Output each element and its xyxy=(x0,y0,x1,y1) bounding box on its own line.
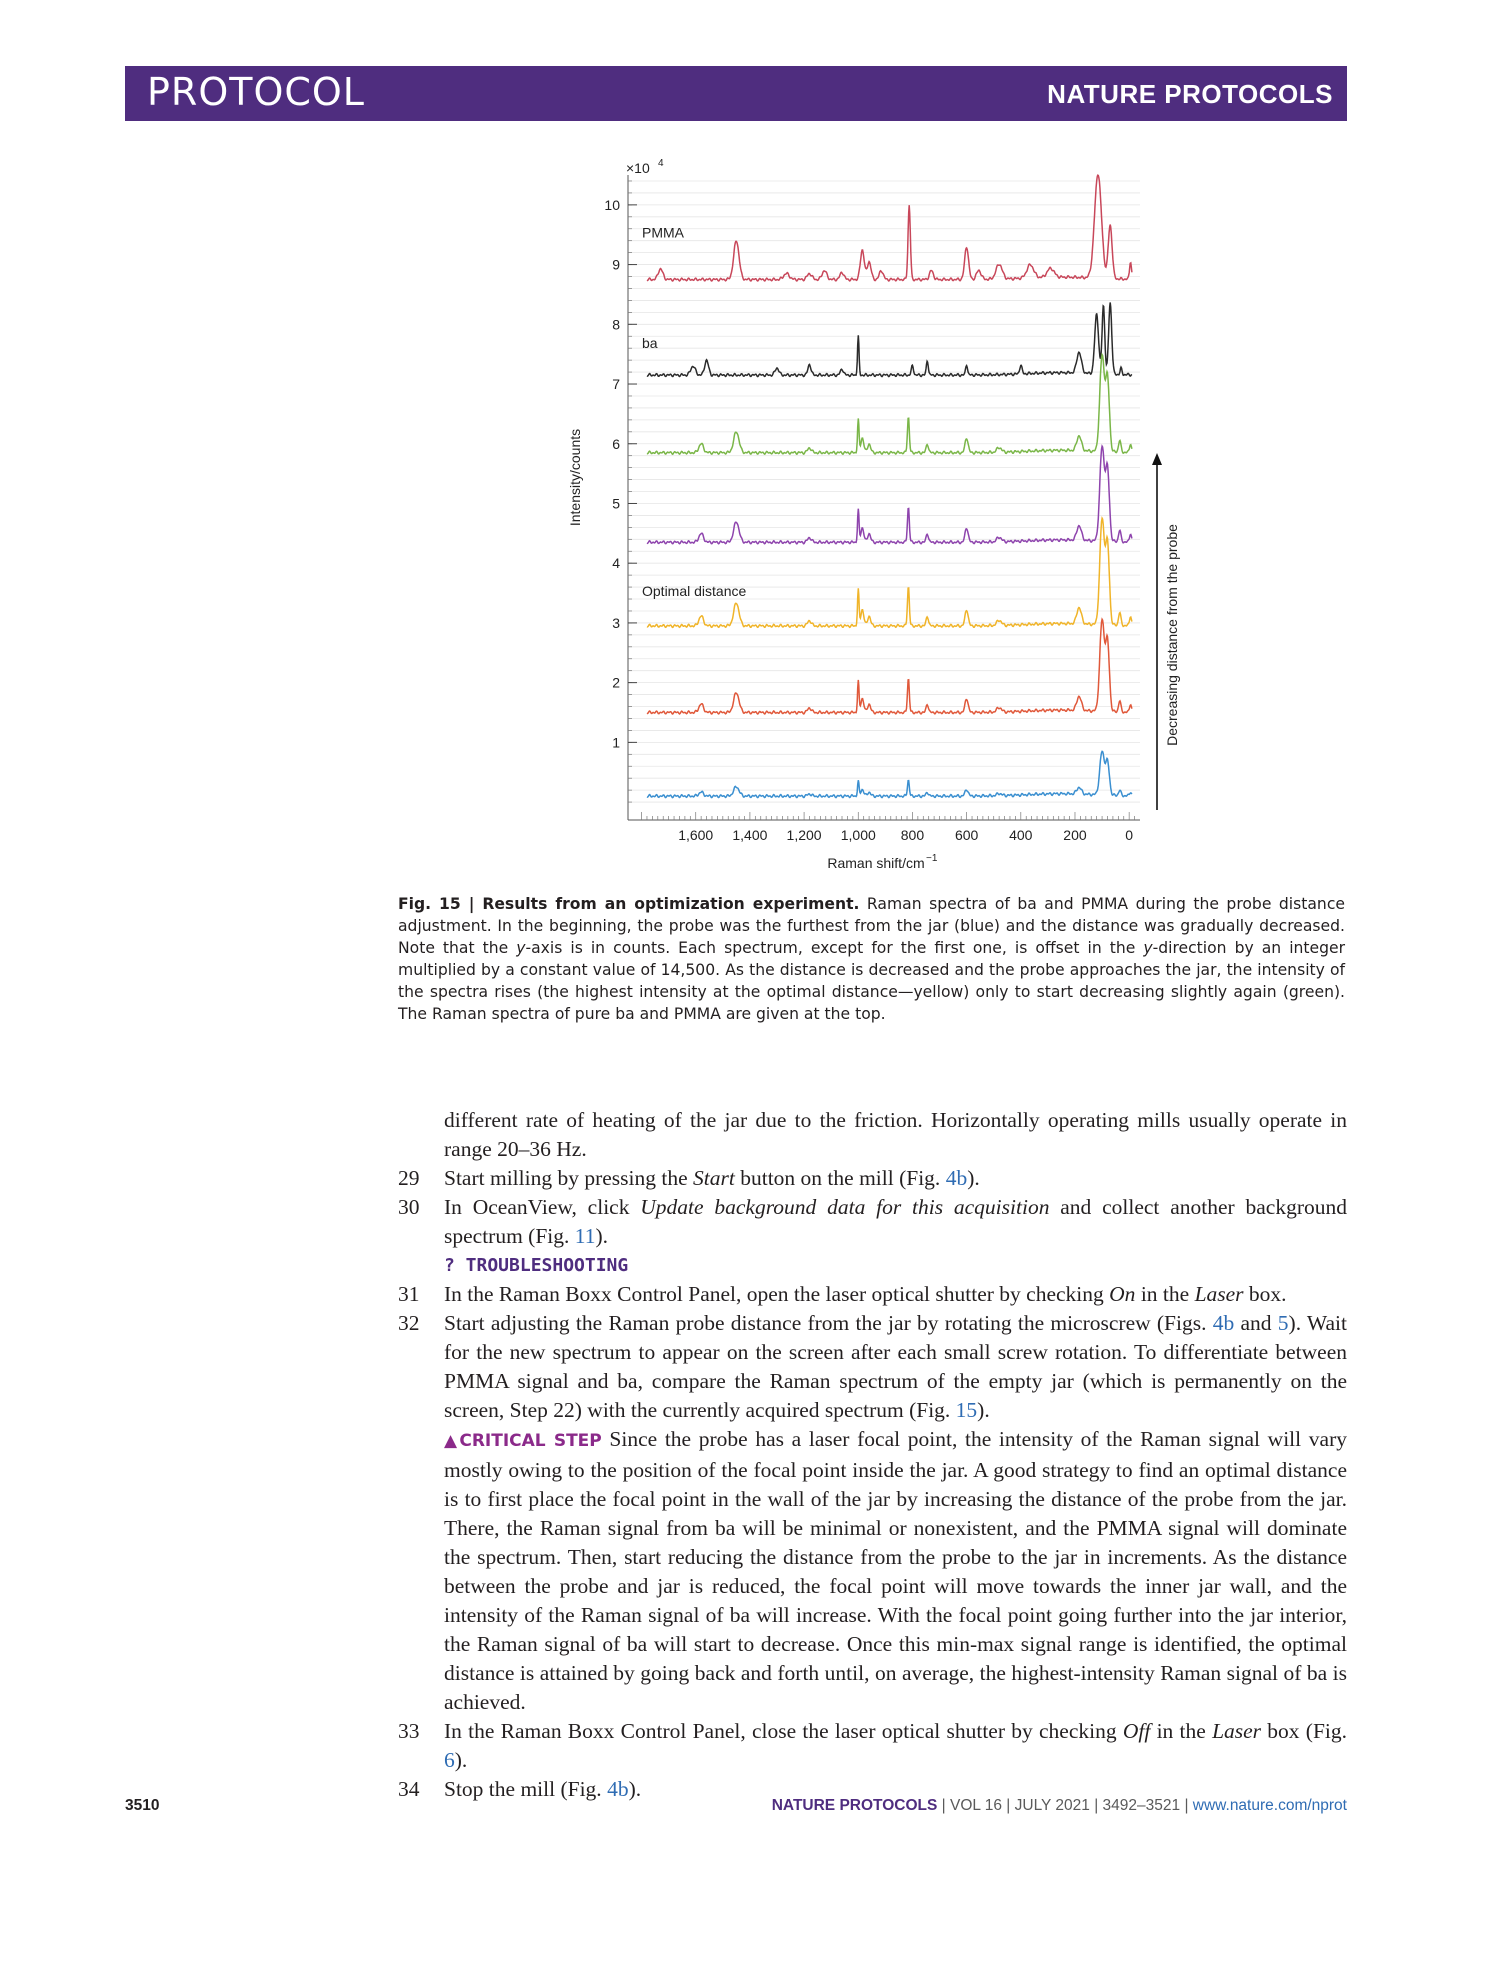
x-tick-label: 1,400 xyxy=(732,827,768,843)
figure-caption: Fig. 15 | Results from an optimization experiment. Raman spectra of ba and PMMA during the probe distance adjustment. In the beginning, the probe was the furthest from the jar (blue) and the distance was gradually decreased. Note that the y-axis is in counts. Each spectrum, except for the first one, is offset in the y-direction by an integer multiplied by a constant value of 14,500. As the distance is decreased and the probe approaches the jar, the intensity of the spectra rises (the highest intensity at the optimal distance—yellow) only to start decreasing slightly again (green). The Raman spectra of pure ba and PMMA are given at the top. xyxy=(398,895,1346,1023)
step-29: 29 Start milling by pressing the Start button on the mill (Fig. 4b). xyxy=(398,1166,980,1190)
figure-link[interactable]: 15 xyxy=(955,1398,978,1422)
series-annotation: Optimal distance xyxy=(642,583,747,600)
x-tick-label: 200 xyxy=(1063,827,1087,843)
figure-link[interactable]: 4b xyxy=(1212,1311,1235,1335)
continuation-paragraph: different rate of heating of the jar due to the friction. Horizontally operating mills usually operate in range 20–36 Hz. xyxy=(444,1108,1347,1161)
y-tick-label: 6 xyxy=(612,435,620,452)
step-31: 31 In the Raman Boxx Control Panel, open the laser optical shutter by checking On in the Laser box. xyxy=(398,1282,1287,1306)
figure-link[interactable]: 11 xyxy=(574,1224,596,1248)
spectrum-purple xyxy=(647,446,1132,544)
x-tick-label: 800 xyxy=(900,827,925,843)
y-tick-label: 5 xyxy=(612,495,620,512)
x-tick-label: 600 xyxy=(954,827,979,843)
step-33: 33 In the Raman Boxx Control Panel, close the laser optical shutter by checking Off in the Laser box (Fig. 6). xyxy=(398,1719,1348,1772)
spectrum-ba xyxy=(647,302,1132,376)
y-tick-label: 7 xyxy=(612,376,620,393)
distance-arrow-head xyxy=(1152,453,1162,465)
series-annotation: ba xyxy=(642,335,658,352)
step-34: 34 Stop the mill (Fig. 4b). xyxy=(398,1777,642,1801)
caption-label: Fig. 15 | Results from an optimization experiment. xyxy=(398,895,860,913)
x-tick-label: 400 xyxy=(1009,827,1033,843)
spectrum-green xyxy=(647,355,1132,455)
body-text xyxy=(398,1106,1347,1804)
right-axis-label: Decreasing distance from the probe xyxy=(1164,524,1180,746)
y-tick-label: 2 xyxy=(612,674,620,691)
figure-link[interactable]: 4b xyxy=(607,1777,629,1801)
section-title: PROTOCOL xyxy=(147,70,365,114)
y-axis-label: Intensity/counts xyxy=(567,428,583,527)
y-tick-label: 8 xyxy=(612,316,620,333)
critical-step-label: ▲CRITICAL STEP xyxy=(444,1431,602,1451)
x-tick-label: 1,200 xyxy=(786,827,822,843)
step-30: 30 In OceanView, click Update background data for this acquisition and collect another background spectrum (Fig. 11). xyxy=(398,1195,1347,1248)
y-tick-label: 3 xyxy=(612,614,620,631)
page-number: 3510 xyxy=(125,1797,160,1814)
troubleshooting-label[interactable]: ? TROUBLESHOOTING xyxy=(444,1255,629,1276)
raman-spectra-figure xyxy=(540,155,1180,895)
spectrum-pmma xyxy=(647,175,1132,281)
spectrum-orange xyxy=(647,619,1132,714)
y-multiplier-exponent: 4 xyxy=(658,158,664,169)
journal-url-link[interactable]: www.nature.com/nprot xyxy=(1192,1797,1347,1814)
y-tick-label: 10 xyxy=(604,196,620,213)
figure-link[interactable]: 4b xyxy=(945,1166,968,1190)
journal-title: NATURE PROTOCOLS xyxy=(1047,79,1333,109)
y-multiplier-label: ×10 xyxy=(626,160,650,176)
step-32: 32 Start adjusting the Raman probe distance from the jar by rotating the microscrew (Figs. 4b and 5). Wait for the new spectrum to appear on the screen after each small screw rotation. To differentiate between PMMA signal and ba, compare the Raman spectrum of the empty jar (which is permanently on the screen, Step 22) with the currently acquired spectrum (Fig. 15). xyxy=(398,1311,1347,1422)
x-axis-label-exponent: −1 xyxy=(926,853,938,864)
series-annotation: PMMA xyxy=(642,224,684,241)
journal-footer: NATURE PROTOCOLS | VOL 16 | JULY 2021 | 3492–3521 | www.nature.com/nprot xyxy=(771,1797,1347,1814)
y-tick-label: 1 xyxy=(612,734,620,751)
x-tick-label: 1,000 xyxy=(840,827,876,843)
y-tick-label: 4 xyxy=(612,555,620,572)
figure-link[interactable]: 6 xyxy=(444,1748,455,1772)
header-bar xyxy=(125,66,1347,121)
spectrum-blue xyxy=(647,751,1132,797)
x-tick-label: 1,600 xyxy=(678,827,714,843)
critical-step: ▲CRITICAL STEP Since the probe has a laser focal point, the intensity of the Raman signal will vary mostly owing to the position of the focal point inside the jar. A good strategy to find an optimal distance is to first place the focal point in the wall of the jar by increasing the distance of the probe from the jar. There, the Raman signal from ba will be minimal or nonexistent, and the PMMA signal will dominate the spectrum. Then, start reducing the distance from the probe to the jar in increments. As the distance between the probe and jar is reduced, the focal point will move towards the inner jar wall, and the intensity of the Raman signal of ba will increase. With the focal point going further into the jar interior, the Raman signal of ba will start to decrease. Once this min-max signal range is identified, the optimal distance is attained by going back and forth until, on average, the highest-intensity Raman signal of ba is achieved. xyxy=(444,1427,1347,1714)
x-tick-label: 0 xyxy=(1125,827,1134,843)
x-axis-label: Raman shift/cm xyxy=(827,855,925,871)
y-tick-label: 9 xyxy=(612,256,620,273)
figure-link[interactable]: 5 xyxy=(1277,1311,1289,1335)
